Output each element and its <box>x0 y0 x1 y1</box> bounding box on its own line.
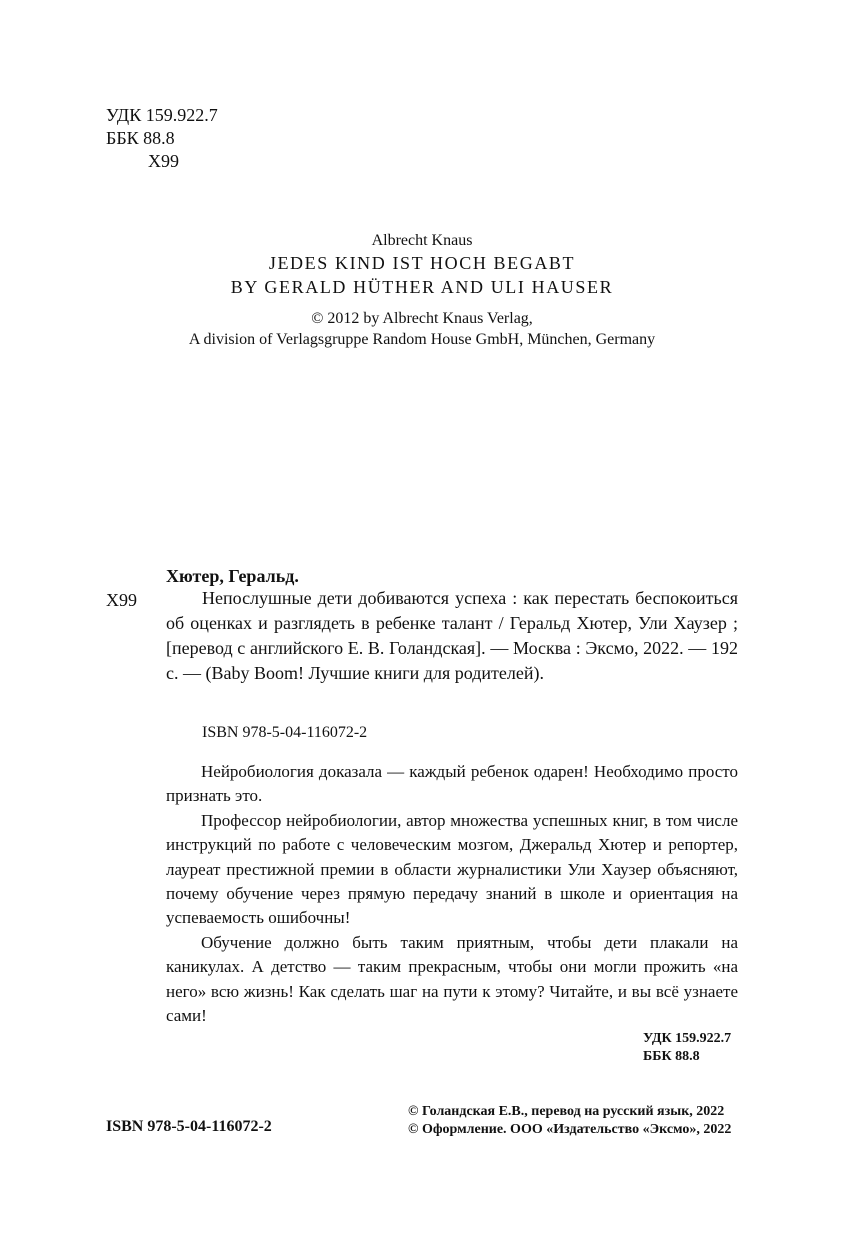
original-copyright: © 2012 by Albrecht Knaus Verlag, <box>311 310 533 327</box>
bbk-code: ББК 88.8 <box>106 128 175 148</box>
annotation-paragraph: Обучение должно быть таким приятным, чтобы дети плакали на каникулах. А детство — таким прекрасным, чтобы они могли прожить «на него» всю жизнь! Как сделать шаг на пути к этому? Читайте, и вы всё узнаете сами! <box>166 932 738 1026</box>
footer-isbn: ISBN 978-5-04-116072-2 <box>106 1118 272 1135</box>
bottom-bbk-code: ББК 88.8 <box>643 1049 700 1064</box>
record-author-mark: Х99 <box>106 590 137 610</box>
record-description-text: Непослушные дети добиваются успеха : как перестать беспокоиться об оценках и разглядеть в ребенке талант / Геральд Хютер, Ули Хаузер ; [перевод с английского Е. В. Голандская]. — Москва : Эксмо, 2022. — 192 с. — (Baby Boom! Лучшие книги для родителей). <box>166 588 738 683</box>
author-mark: Х99 <box>148 151 179 171</box>
original-title: JEDES KIND IST HOCH BEGABT <box>268 253 576 273</box>
record-isbn: ISBN 978-5-04-116072-2 <box>202 724 368 741</box>
annotation-paragraph: Нейробиология доказала — каждый ребенок одарен! Необходимо просто признать это. <box>166 762 738 806</box>
annotation-paragraph: Профессор нейробиологии, автор множества успешных книг, в том числе инструкций по работе с человеческим мозгом, Джеральд Хютер и репортер, лауреат престижной премии в области журналистики Ули Хаузер объясняют, почему обучение через прямую передачу знаний в школе и ориентация на успеваемость ошибочны! <box>166 810 738 928</box>
design-copyright: © Оформление. ООО «Издательство «Эксмо», 2022 <box>408 1122 732 1137</box>
translation-copyright: © Голандская Е.В., перевод на русский язык, 2022 <box>408 1104 725 1119</box>
record-description <box>166 586 738 686</box>
original-publisher: Albrecht Knaus <box>371 232 473 249</box>
annotation <box>166 760 738 1028</box>
record-heading: Хютер, Геральд. <box>166 566 299 586</box>
original-division: A division of Verlagsgruppe Random House GmbH, München, Germany <box>188 331 656 348</box>
bottom-udk-code: УДК 159.922.7 <box>643 1031 732 1046</box>
udk-code: УДК 159.922.7 <box>106 105 218 125</box>
original-authors: BY GERALD HÜTHER AND ULI HAUSER <box>230 277 614 297</box>
